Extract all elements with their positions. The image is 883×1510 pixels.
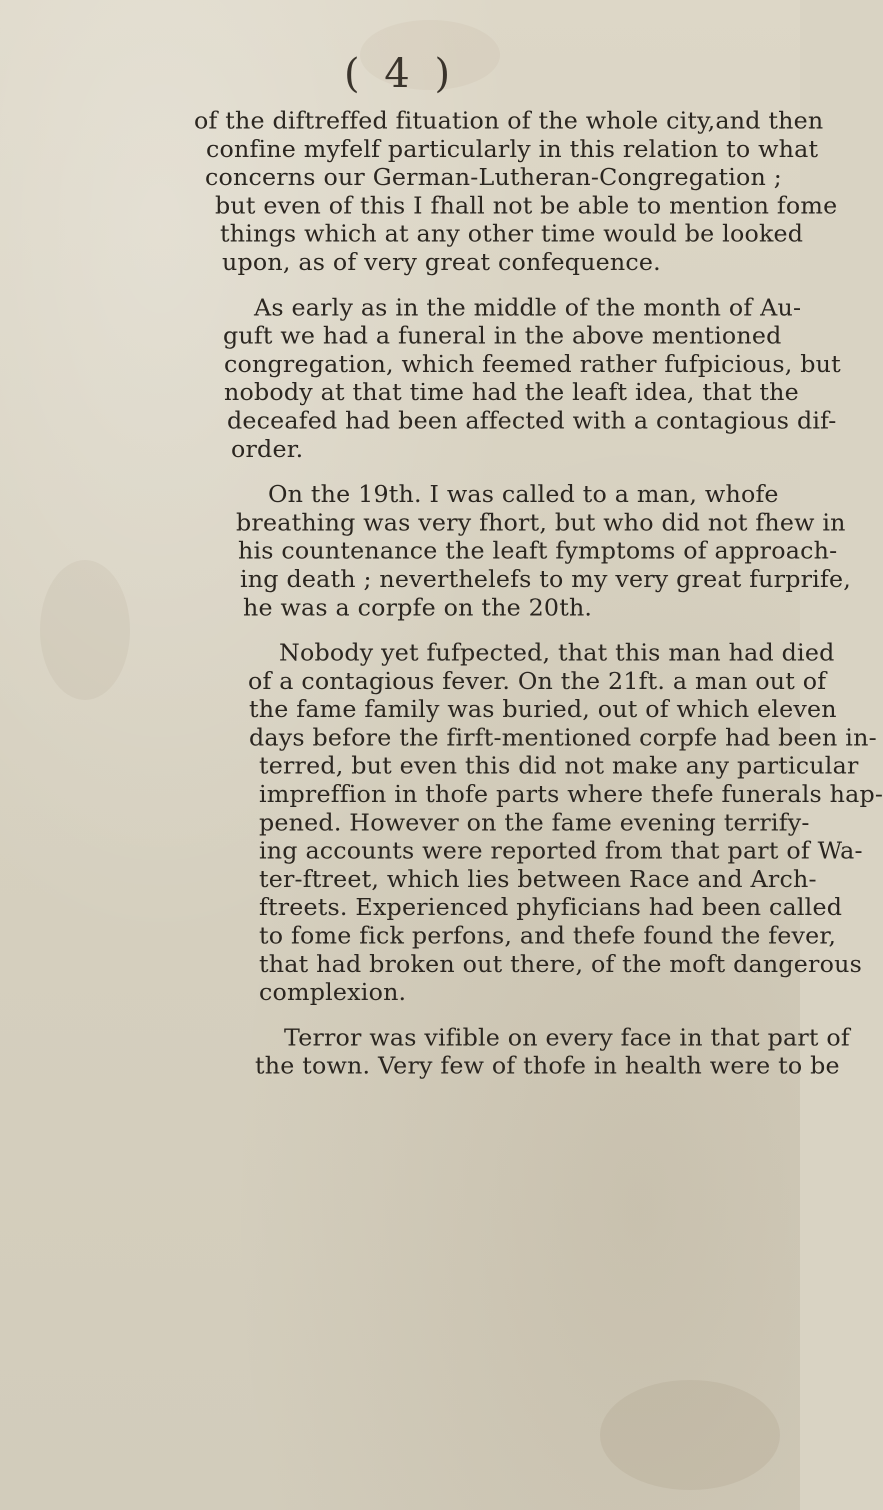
text-line: On the 19th. I was called to a man, whofe bbox=[268, 480, 779, 509]
text-line: ing death ; neverthelefs to my very great furprife, bbox=[240, 565, 851, 593]
paper-stain bbox=[40, 560, 130, 700]
text-line: Terror was vifible on every face in that part of bbox=[284, 1023, 850, 1052]
text-line: deceafed had been affected with a contagious dif- bbox=[227, 406, 837, 435]
text-line: complexion. bbox=[259, 978, 407, 1007]
paragraph-4 bbox=[194, 639, 883, 1007]
text-line: things which at any other time would be looked bbox=[220, 220, 804, 248]
text-line: the town. Very few of thofe in health were to be bbox=[255, 1052, 840, 1080]
text-line: guft we had a funeral in the above mentioned bbox=[223, 322, 782, 350]
text-line: Nobody yet fufpected, that this man had died bbox=[279, 639, 835, 667]
text-line: days before the firft-mentioned corpfe had been in- bbox=[249, 723, 877, 752]
paragraph-3 bbox=[194, 480, 851, 622]
paragraph-2 bbox=[194, 293, 841, 464]
text-line: he was a corpfe on the 20th. bbox=[243, 593, 593, 622]
text-line: confine myfelf particularly in this relation to what bbox=[206, 135, 819, 163]
text-line: pened. However on the fame evening terrify- bbox=[259, 808, 810, 837]
paragraph-5 bbox=[194, 1023, 850, 1081]
text-line: ter-ftreet, which lies between Race and Arch- bbox=[259, 865, 817, 893]
text-line: of a contagious fever. On the 21ft. a man out of bbox=[248, 667, 827, 695]
text-line: breathing was very fhort, but who did not fhew in bbox=[236, 508, 846, 537]
text-line: As early as in the middle of the month of Au- bbox=[254, 293, 802, 322]
text-line: but even of this I fhall not be able to mention fome bbox=[215, 191, 838, 220]
text-line: ftreets. Experienced phyficians had been called bbox=[259, 893, 843, 922]
page-number: ( 4 ) bbox=[343, 51, 457, 97]
text-line: nobody at that time had the leaft idea, that the bbox=[224, 378, 799, 407]
text-line: order. bbox=[231, 435, 304, 463]
text-line: terred, but even this did not make any particular bbox=[259, 752, 859, 780]
text-line: to fome fick perfons, and thefe found the fever, bbox=[259, 922, 837, 950]
text-line: impreffion in thofe parts where thefe funerals hap- bbox=[259, 780, 883, 809]
paragraph-1 bbox=[194, 107, 838, 277]
text-line: that had broken out there, of the moft dangerous bbox=[259, 950, 862, 978]
body-text bbox=[194, 107, 883, 1081]
text-line: ing accounts were reported from that part of Wa- bbox=[259, 837, 863, 865]
text-line: of the diftreffed fituation of the whole city,and then bbox=[194, 107, 824, 135]
text-line: concerns our German-Lutheran-Congregation ; bbox=[205, 163, 782, 192]
text-line: upon, as of very great confequence. bbox=[222, 248, 661, 276]
text-line: the fame family was buried, out of which eleven bbox=[249, 695, 837, 724]
paper-stain bbox=[600, 1380, 780, 1490]
text-line: his countenance the leaft fymptoms of approach- bbox=[238, 537, 838, 565]
text-line: congregation, which feemed rather fufpicious, but bbox=[224, 350, 841, 378]
